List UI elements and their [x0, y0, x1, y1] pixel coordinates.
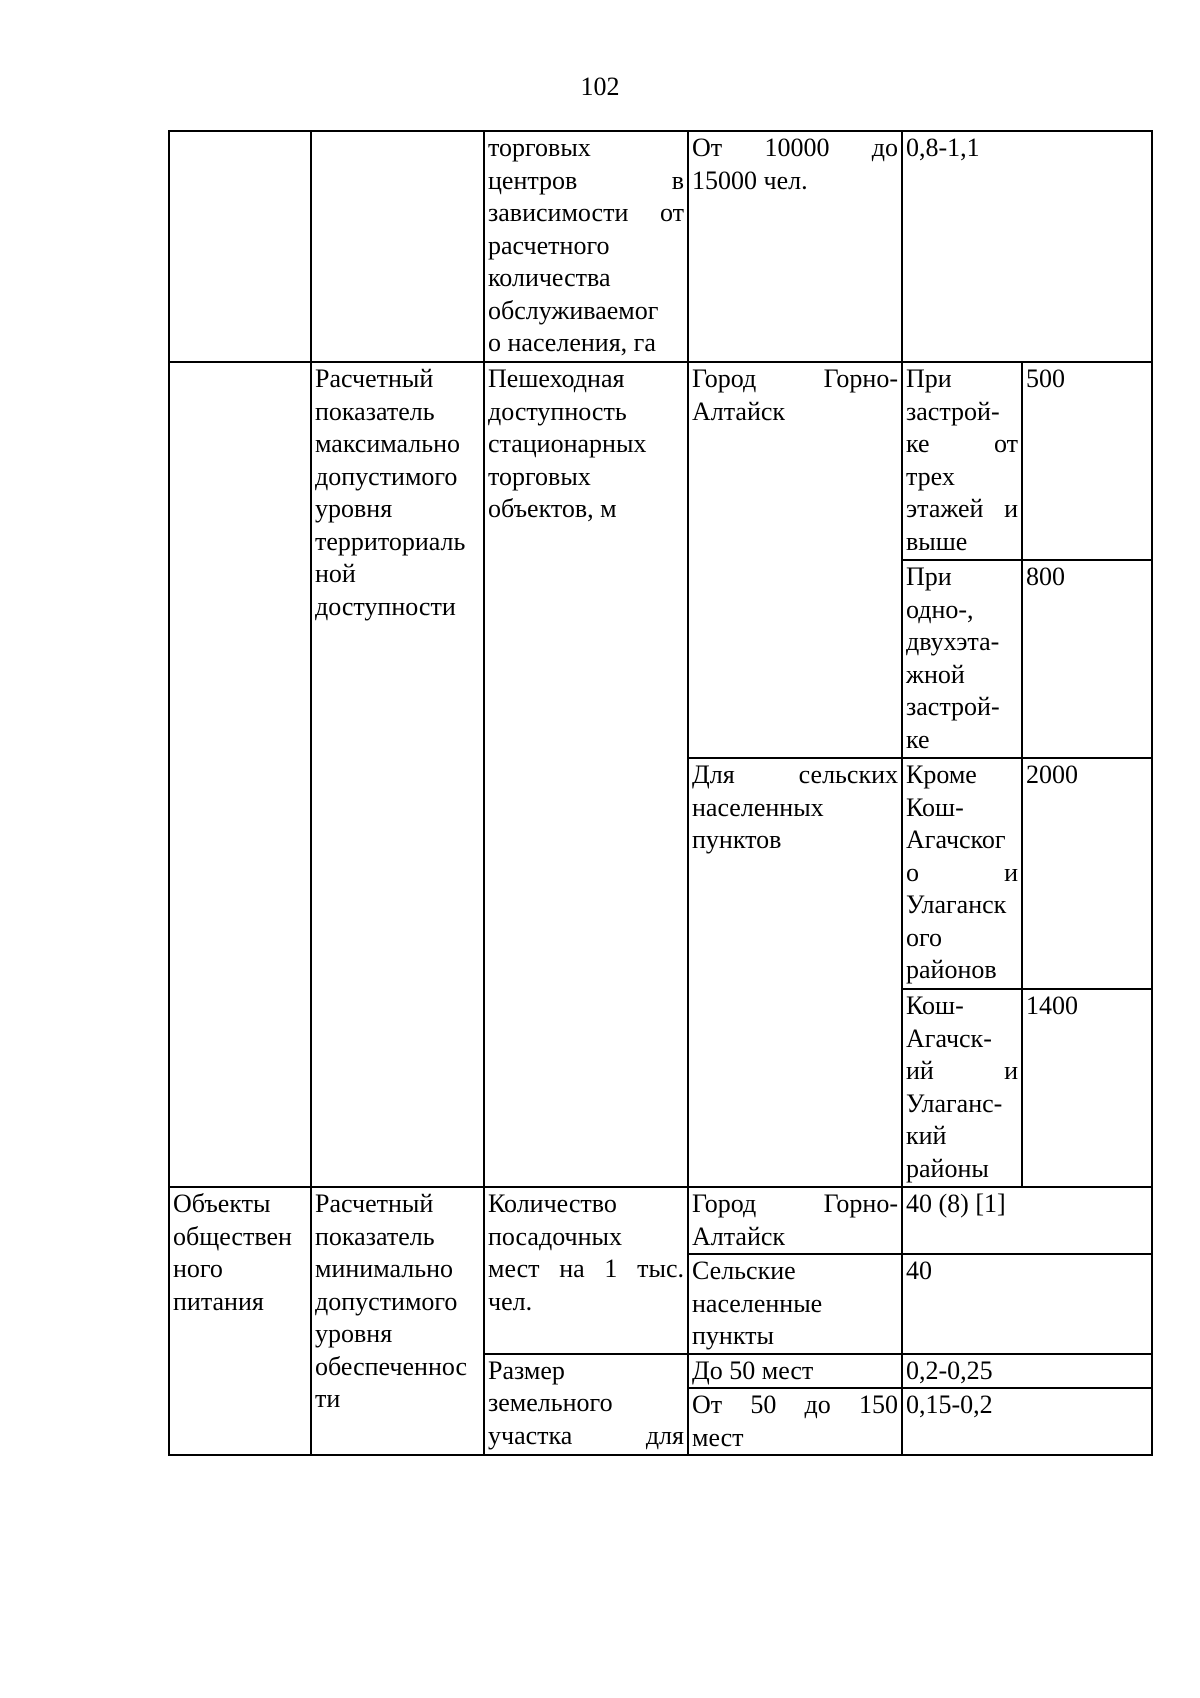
- condition-line: От 10000 до: [692, 133, 898, 162]
- subcondition-line: жной: [906, 659, 965, 689]
- indicator-line: доступность: [488, 396, 627, 426]
- indicator-line: обслуживаемог: [488, 295, 659, 325]
- condition-line: населенных: [692, 792, 824, 822]
- indicator-line: стационарных: [488, 429, 647, 458]
- subcondition-line: двухэта-: [906, 627, 1000, 656]
- subcondition-line: ке от: [906, 429, 1018, 458]
- subcondition-line: одно-,: [906, 594, 974, 624]
- subcondition-line: Кош-: [906, 792, 964, 822]
- condition-line: Алтайск: [692, 1221, 786, 1251]
- subcondition-cell: [902, 362, 1022, 560]
- condition-line: пункты: [692, 1321, 774, 1350]
- condition-cell: [688, 362, 902, 758]
- subcondition-line: районов: [906, 955, 997, 984]
- value-cell: 1400: [1022, 989, 1152, 1187]
- object-line: обществен: [173, 1221, 292, 1251]
- indicator-line: центров в: [488, 165, 684, 195]
- indicator-line: Количество: [488, 1189, 617, 1218]
- page-number: 102: [580, 72, 620, 101]
- condition-cell: [688, 1388, 902, 1455]
- condition-cell: До 50 мест: [688, 1354, 902, 1389]
- indicator-line: торговых: [488, 461, 591, 491]
- category-line: уровня: [315, 494, 393, 523]
- category-line: допустимого: [315, 461, 458, 491]
- norms-table: [168, 130, 1153, 1456]
- subcondition-line: ого: [906, 922, 943, 952]
- subcondition-line: Агачског: [906, 825, 1006, 854]
- category-line: допустимого: [315, 1286, 458, 1316]
- condition-cell: [688, 1187, 902, 1254]
- value-cell: 0,15-0,2: [902, 1388, 1152, 1455]
- indicator-line: зависимости от: [488, 198, 684, 227]
- condition-line: Алтайск: [692, 396, 786, 426]
- category-line: ти: [315, 1384, 341, 1413]
- subcondition-line: районы: [906, 1153, 989, 1183]
- subcondition-line: застрой-: [906, 396, 1000, 426]
- table-row-trade-centers: [169, 131, 1152, 362]
- subcondition-line: Агачск-: [906, 1023, 992, 1053]
- subcondition-line: трех: [906, 461, 955, 491]
- category-line: показатель: [315, 1221, 435, 1251]
- subcondition-line: Улаганск: [906, 890, 1007, 919]
- indicator-line: количества: [488, 263, 611, 292]
- category-cell-continued: [311, 131, 484, 362]
- object-line: ного: [173, 1254, 223, 1283]
- category-line: уровня: [315, 1319, 393, 1348]
- subcondition-line: ке: [906, 724, 930, 754]
- indicator-cell: [484, 1354, 688, 1456]
- value-cell: 0,8-1,1: [902, 131, 1152, 362]
- subcondition-line: Улаганс-: [906, 1088, 1003, 1118]
- condition-line: 15000 чел.: [692, 165, 808, 195]
- indicator-line: о населения, га: [488, 328, 656, 357]
- indicator-line: чел.: [488, 1286, 533, 1316]
- indicator-cell: [484, 1187, 688, 1354]
- subcondition-line: этажей и: [906, 494, 1018, 523]
- condition-line: Сельские: [692, 1256, 796, 1285]
- condition-line: Для сельских: [692, 760, 898, 789]
- value-cell: 500: [1022, 362, 1152, 560]
- category-line: ной: [315, 559, 356, 588]
- subcondition-line: выше: [906, 526, 968, 556]
- subcondition-line: Кроме: [906, 760, 977, 789]
- value-cell: 800: [1022, 560, 1152, 758]
- indicator-line: объектов, м: [488, 494, 617, 523]
- subcondition-cell: [902, 989, 1022, 1187]
- subcondition-cell: [902, 560, 1022, 758]
- table-row-catering-seats-city: [169, 1187, 1152, 1254]
- category-cell: [311, 362, 484, 1187]
- indicator-cell: [484, 362, 688, 1187]
- condition-line: пунктов: [692, 825, 782, 854]
- condition-cell: [688, 131, 902, 362]
- category-line: показатель: [315, 396, 435, 426]
- value-cell: 0,2-0,25: [902, 1354, 1152, 1389]
- indicator-line: торговых: [488, 133, 591, 162]
- value-cell: 40: [902, 1254, 1152, 1354]
- object-cell: [169, 1187, 311, 1455]
- indicator-line: земельного: [488, 1388, 613, 1417]
- value-cell: 2000: [1022, 758, 1152, 989]
- indicator-line: Размер: [488, 1355, 565, 1385]
- subcondition-line: Кош-: [906, 991, 964, 1020]
- category-line: территориаль: [315, 526, 466, 556]
- category-line: доступности: [315, 591, 456, 621]
- condition-cell: [688, 1254, 902, 1354]
- condition-line: мест: [692, 1422, 744, 1452]
- category-line: Расчетный: [315, 364, 434, 393]
- object-line: Объекты: [173, 1189, 271, 1218]
- indicator-line: Пешеходная: [488, 364, 625, 393]
- condition-line: Город Горно-: [692, 1189, 898, 1218]
- table-row-trade-access-city-high: [169, 362, 1152, 560]
- value-cell: 40 (8) [1]: [902, 1187, 1152, 1254]
- condition-cell: [688, 758, 902, 1187]
- indicator-line: посадочных: [488, 1221, 622, 1251]
- indicator-line: мест на 1 тыс.: [488, 1254, 684, 1283]
- category-line: минимально: [315, 1254, 453, 1283]
- category-line: максимально: [315, 429, 461, 458]
- condition-line: От 50 до 150: [692, 1390, 898, 1419]
- indicator-cell: [484, 131, 688, 362]
- subcondition-cell: [902, 758, 1022, 989]
- subcondition-line: ий и: [906, 1056, 1018, 1085]
- subcondition-line: о и: [906, 857, 1018, 887]
- category-cell: [311, 1187, 484, 1455]
- object-cell-continued: [169, 362, 311, 1187]
- category-line: Расчетный: [315, 1189, 434, 1218]
- indicator-line: участка для: [488, 1420, 684, 1450]
- subcondition-line: кий: [906, 1121, 947, 1150]
- subcondition-line: При: [906, 562, 952, 591]
- subcondition-line: застрой-: [906, 692, 1000, 721]
- indicator-line: расчетного: [488, 230, 610, 260]
- object-cell-continued: [169, 131, 311, 362]
- object-line: питания: [173, 1286, 264, 1316]
- category-line: обеспеченнос: [315, 1351, 468, 1381]
- condition-line: населенные: [692, 1288, 823, 1318]
- subcondition-line: При: [906, 364, 952, 393]
- condition-line: Город Горно-: [692, 364, 898, 393]
